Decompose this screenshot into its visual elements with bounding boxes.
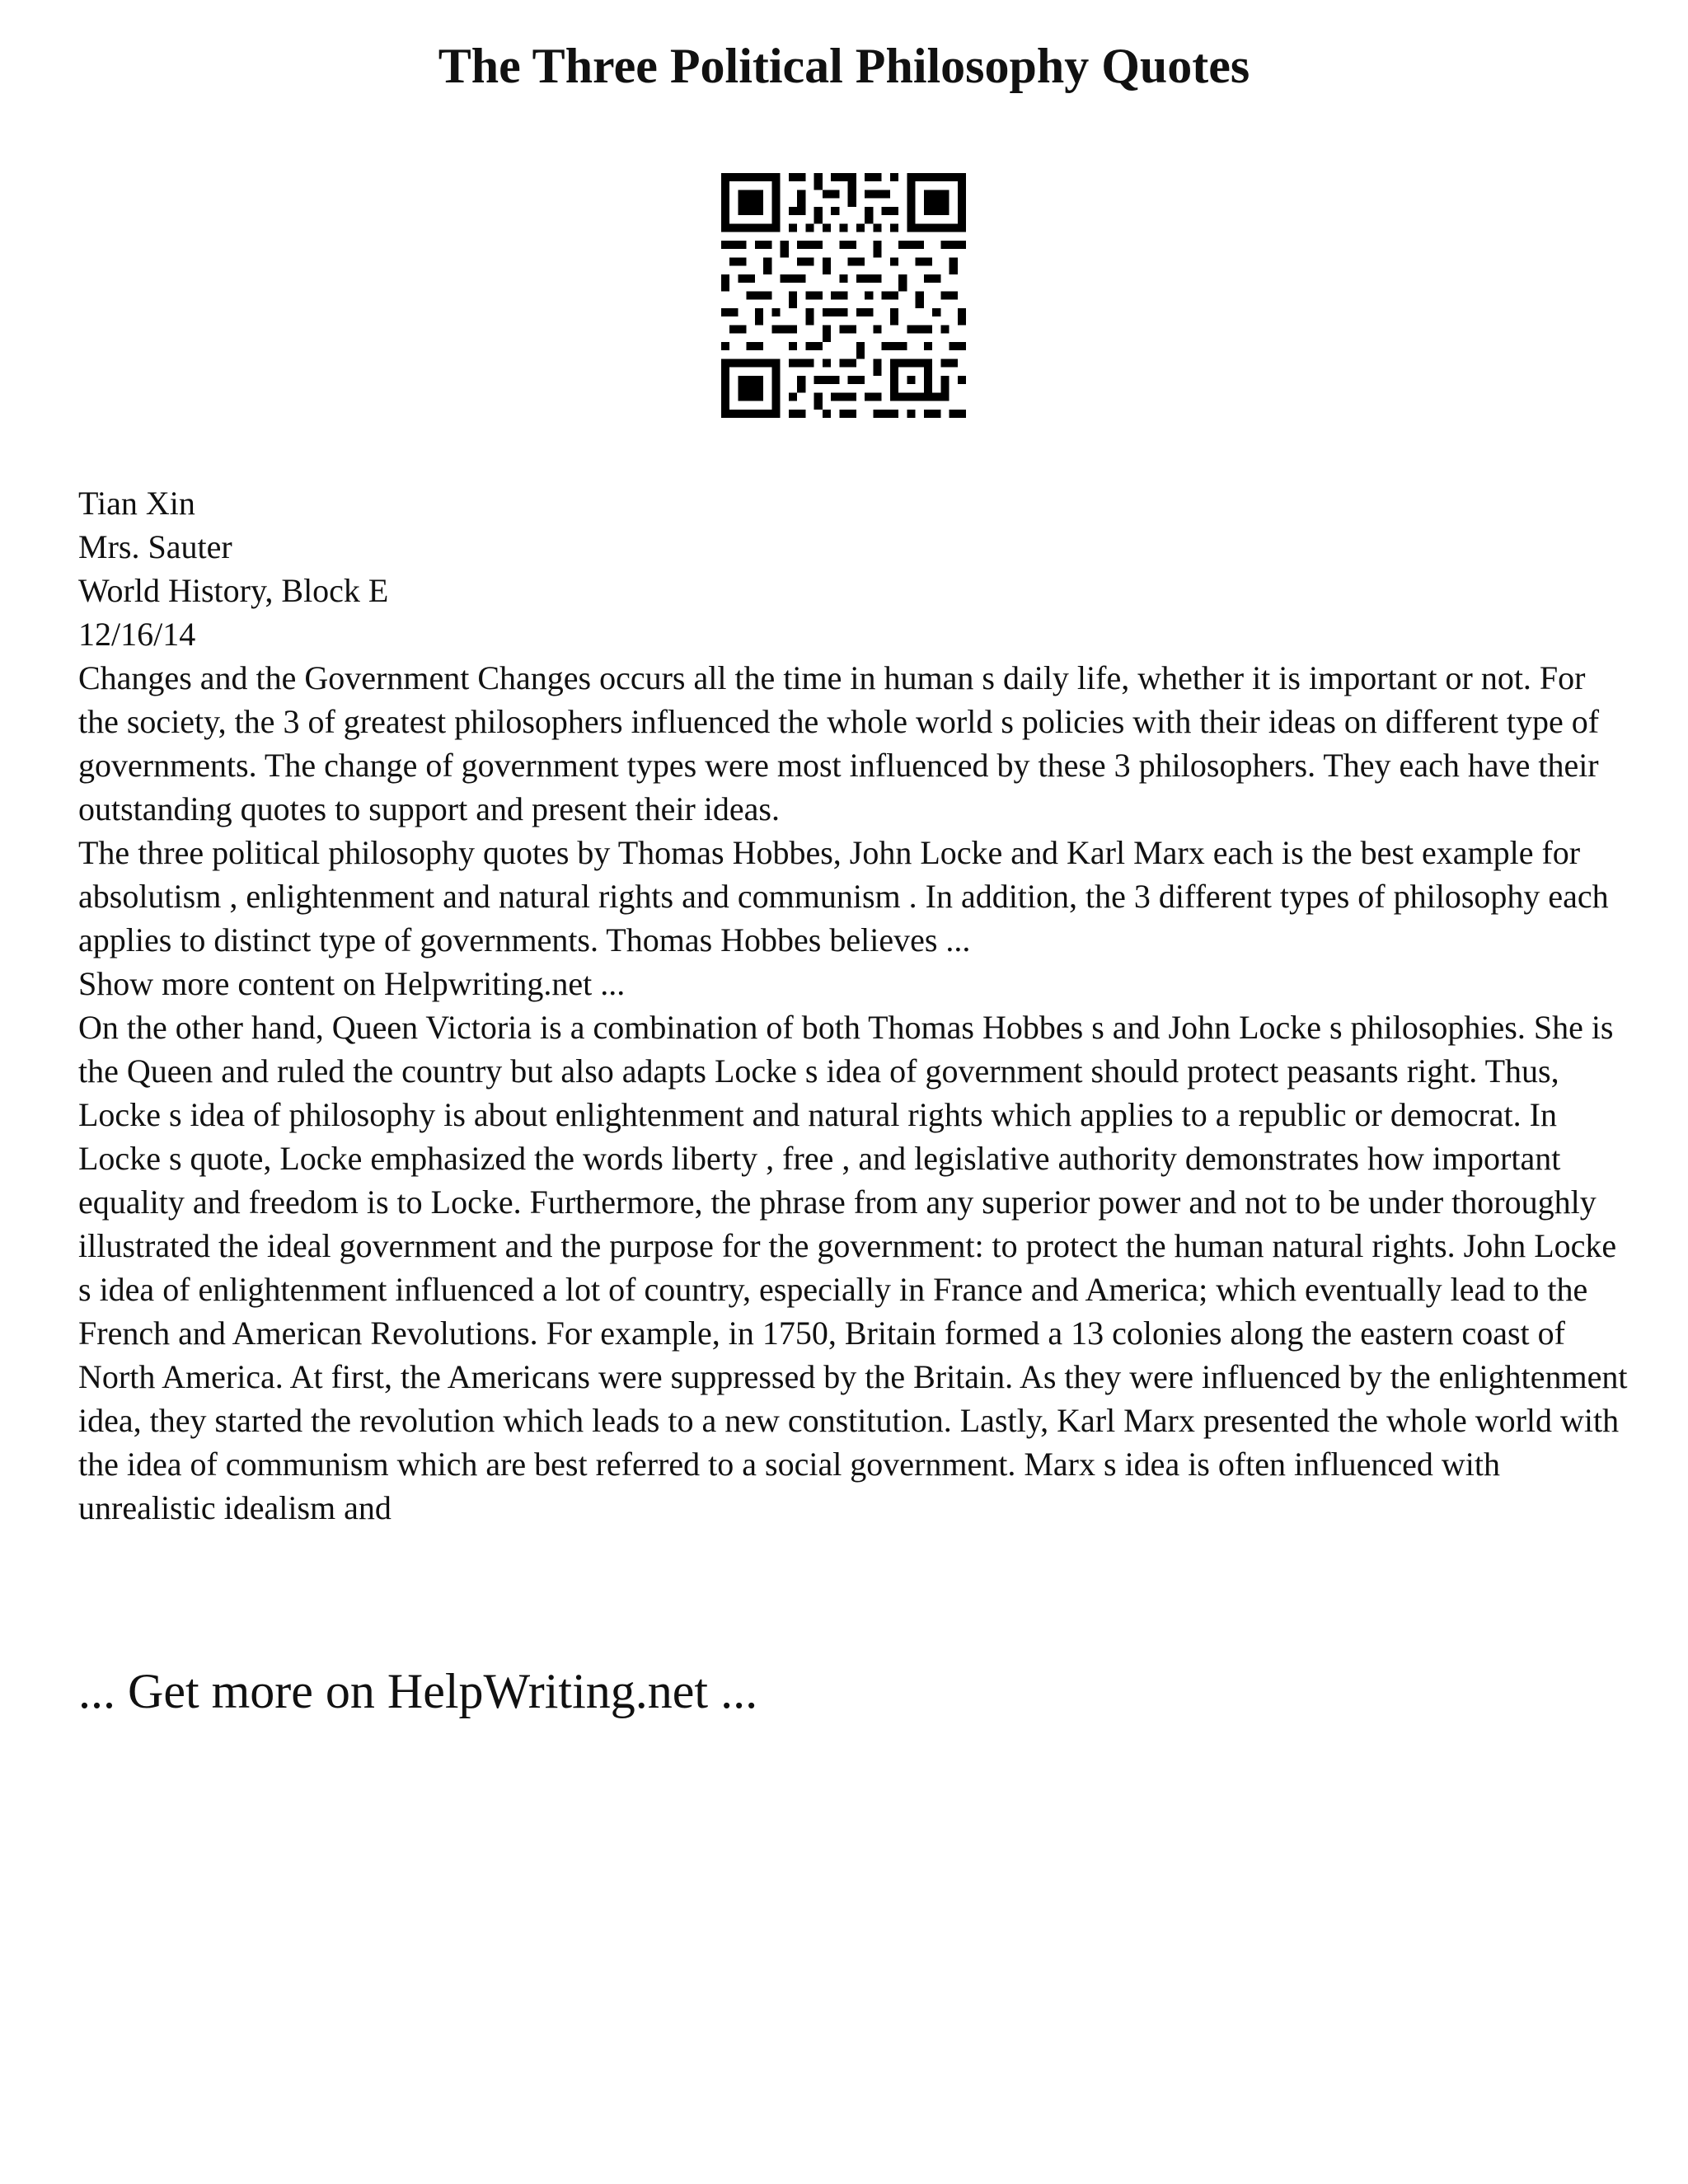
paragraph-body: On the other hand, Queen Victoria is a combination of both Thomas Hobbes s and John Locke s philosophies. She is the Queen and ruled the country but also adapts Locke s idea of government should protect peasants right. Thus, Locke s idea of philosophy is about enlightenment and natural rights which applies to a republic or democrat. In Locke s quote, Locke emphasized the words liberty , free , and legislative authority demonstrates how important equality and freedom is to Locke. Furthermore, the phrase from any superior power and not to be under thoroughly illustrated the ideal government and the purpose for the government: to protect the human natural rights. John Locke s idea of enlightenment influenced a lot of country, especially in France and America; which eventually lead to the French and American Revolutions. For example, in 1750, Britain formed a 13 colonies along the eastern coast of North America. At first, the Americans were suppressed by the Britain. As they were influenced by the enlightenment idea, they started the revolution which leads to a new constitution. Lastly, Karl Marx presented the whole world with the idea of communism which are best referred to a social government. Marx s idea is often influenced with unrealistic idealism and (78, 1009, 1628, 1526)
document-date: 12/16/14 (78, 616, 196, 653)
get-more-link[interactable]: ... Get more on HelpWriting.net ... (78, 1664, 758, 1718)
paragraph-intro: Changes and the Government Changes occurs all the time in human s daily life, whether it is important or not. For the society, the 3 of greatest philosophers influenced the whole world s policies with their ideas on different type of governments. The change of government types were most influenced by these 3 philosophers. They each have their outstanding quotes to support and present their ideas. (78, 659, 1600, 827)
show-more-link[interactable]: Show more content on Helpwriting.net ... (78, 965, 626, 1002)
author-name: Tian Xin (78, 485, 195, 522)
class-name: World History, Block E (78, 572, 389, 609)
qr-code-icon (721, 173, 966, 418)
paragraph-thesis: The three political philosophy quotes by Thomas Hobbes, John Locke and Karl Marx each is the best example for absolutism , enlightenment and natural rights and communism . In addition, the 3 different types of philosophy each applies to distinct type of governments. Thomas Hobbes believes ... (78, 834, 1609, 958)
teacher-name: Mrs. Sauter (78, 528, 232, 565)
document-title: The Three Political Philosophy Quotes (438, 39, 1250, 93)
document-body (78, 481, 1628, 1530)
